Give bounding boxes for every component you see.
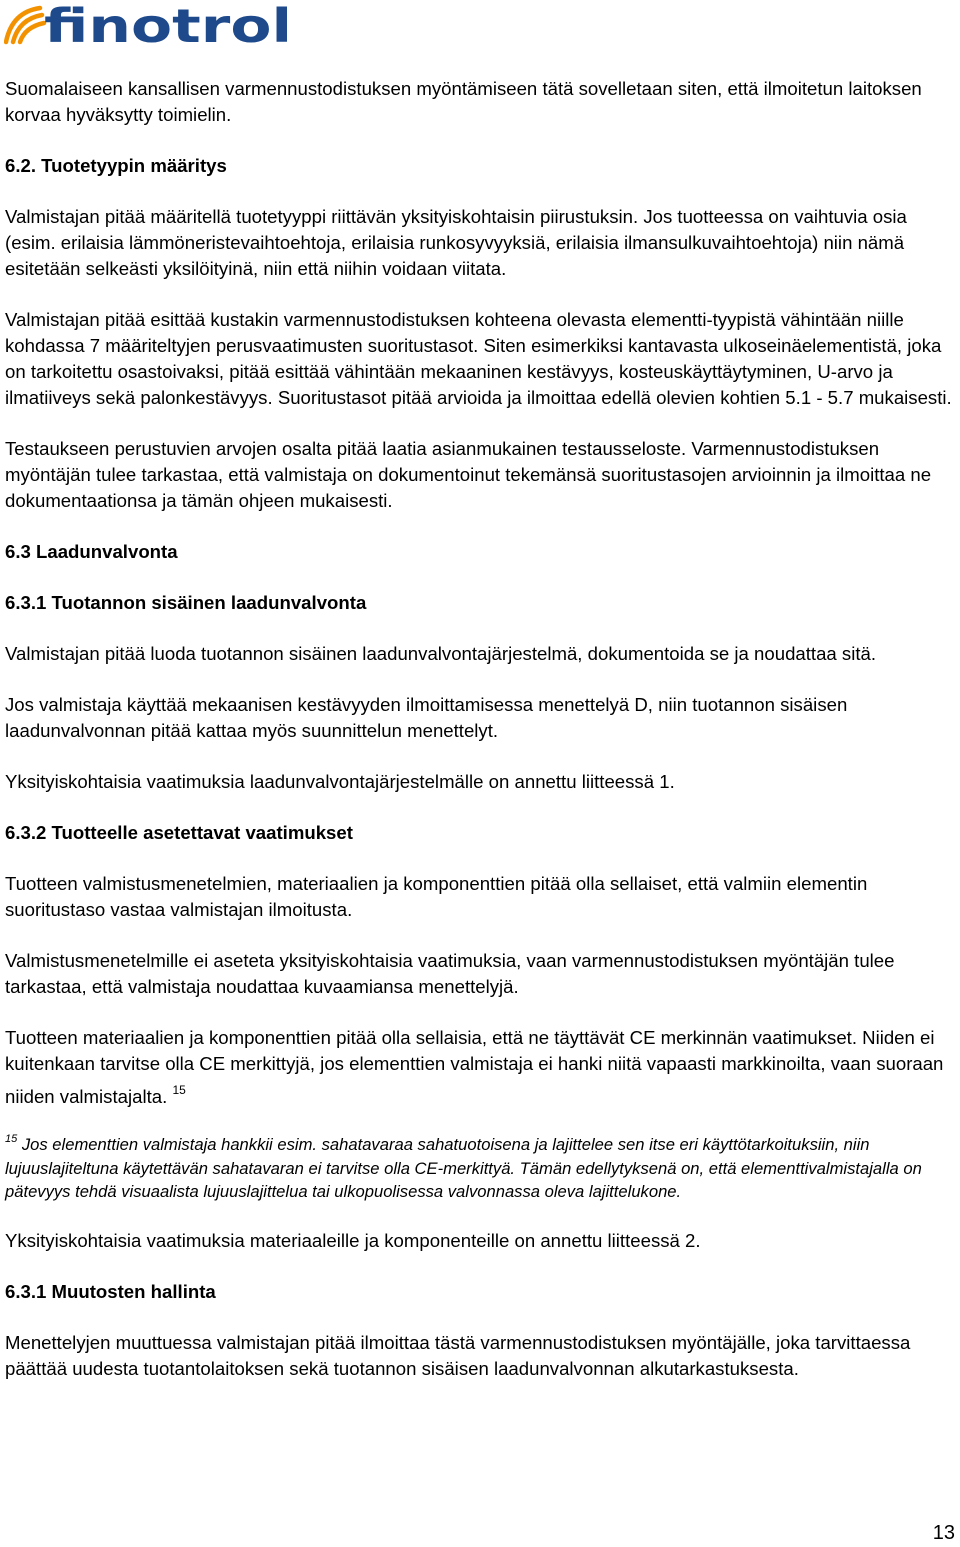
section-heading-6-2: 6.2. Tuotetyypin määritys: [5, 155, 227, 176]
paragraph: Valmistajan pitää esittää kustakin varmennustodistuksen kohteena olevasta elementti-tyypistä vähintään niille kohdassa 7 määriteltyjen perusvaatimusten suoritustasot. Siten esimerkiksi kantavasta ulkoseinäelementistä, joka on tarkoitettu osastoivaksi, pitää esittää vähintään mekaaninen kestävyys, kosteuskäyttäytyminen, U-arvo ja ilmatiiveys sekä palonkestävyys. Suoritustasot pitää arvioida ja ilmoittaa edellä olevien kohtien 5.1 - 5.7 mukaisesti.: [5, 309, 952, 408]
document-body: [5, 76, 955, 1407]
paragraph: Valmistusmenetelmille ei aseteta yksityiskohtaisia vaatimuksia, vaan varmennustodistuksen myöntäjän tulee tarkastaa, että valmistaja noudattaa kuvaamiansa menettelyjä.: [5, 950, 895, 997]
footnote-text: Jos elementtien valmistaja hankkii esim. sahatavaraa sahatuotoisena ja lajittelee sen itse eri käyttötarkoituksiin, niin lujuuslajiteltuna käytettävän sahatavaran ei tarvitse olla CE-merkittyä. Tämän edellytyksenä on, että elementtivalmistajalla on pätevyys tehdä visuaalista lujuuslajittelua tai ulkopuolisessa valvonnassa oleva lajittelukone.: [5, 1135, 922, 1201]
paragraph-text: Tuotteen materiaalien ja komponenttien pitää olla sellaisia, että ne täyttävät CE merkinnän vaatimukset. Niiden ei kuitenkaan tarvitse olla CE merkittyjä, jos elementtien valmistaja ei hanki niitä vapaasti markkinoilta, vaan suoraan niiden valmistajalta.: [5, 1027, 944, 1107]
paragraph: Yksityiskohtaisia vaatimuksia laadunvalvontajärjestelmälle on annettu liitteessä 1.: [5, 771, 675, 792]
paragraph: Suomalaiseen kansallisen varmennustodistuksen myöntämiseen tätä sovelletaan siten, että ilmoitetun laitoksen korvaa hyväksytty toimielin.: [5, 78, 922, 125]
paragraph: Tuotteen valmistusmenetelmien, materiaalien ja komponenttien pitää olla sellaiset, että valmiin elementin suoritustaso vastaa valmistajan ilmoitusta.: [5, 873, 868, 920]
section-heading-6-3-1-changes: 6.3.1 Muutosten hallinta: [5, 1280, 216, 1302]
footnote: [5, 1128, 955, 1204]
section-heading-6-3-2: 6.3.2 Tuotteelle asetettavat vaatimukset: [5, 822, 353, 843]
paragraph: Testaukseen perustuvien arvojen osalta pitää laatia asianmukainen testausseloste. Varmennustodistuksen myöntäjän tulee tarkastaa, että valmistaja on dokumentoinut tekemänsä suoritustasojen arvioinnin ja ilmoittaa ne dokumentaationsa ja tämän ohjeen mukaisesti.: [5, 438, 932, 511]
footnote-reference[interactable]: 15: [172, 1083, 186, 1097]
paragraph: Yksityiskohtaisia vaatimuksia materiaaleille ja komponenteille on annettu liitteessä 2.: [5, 1229, 701, 1251]
section-heading-6-3: 6.3 Laadunvalvonta: [5, 541, 178, 562]
paragraph: Jos valmistaja käyttää mekaanisen kestävyyden ilmoittamisessa menettelyä D, niin tuotannon sisäisen laadunvalvonnan pitää kattaa myös suunnittelun menettelyt.: [5, 694, 848, 741]
finotrol-logo-graphic: [4, 2, 294, 48]
paragraph: Valmistajan pitää määritellä tuotetyyppi riittävän yksityiskohtaisin piirustuksin. Jos tuotteessa on vaihtuvia osia (esim. erilaisia lämmöneristevaihtoehtoja, erilaisia runkosyvyyksiä, erilaisia ilmansulkuvaihtoehtoja) niin nämä esitetään selkeästi yksilöityinä, niin että niihin voidaan viitata.: [5, 206, 907, 279]
finotrol-logo: [4, 2, 294, 48]
paragraph: Menettelyjen muuttuessa valmistajan pitää ilmoittaa tästä varmennustodistuksen myöntäjälle, joka tarvittaessa päättää uudesta tuotantolaitoksen sekä tuotannon sisäisen laadunvalvonnan alkutarkastuksesta.: [5, 1331, 911, 1379]
paragraph-with-footnote: [5, 1025, 955, 1110]
logo-wordmark: finotrol: [44, 2, 292, 48]
section-heading-6-3-1: 6.3.1 Tuotannon sisäinen laadunvalvonta: [5, 592, 367, 613]
footnote-number: 15: [5, 1133, 18, 1145]
paragraph: Valmistajan pitää luoda tuotannon sisäinen laadunvalvontajärjestelmä, dokumentoida se ja noudattaa sitä.: [5, 643, 877, 664]
page-number: 13: [932, 1522, 955, 1544]
